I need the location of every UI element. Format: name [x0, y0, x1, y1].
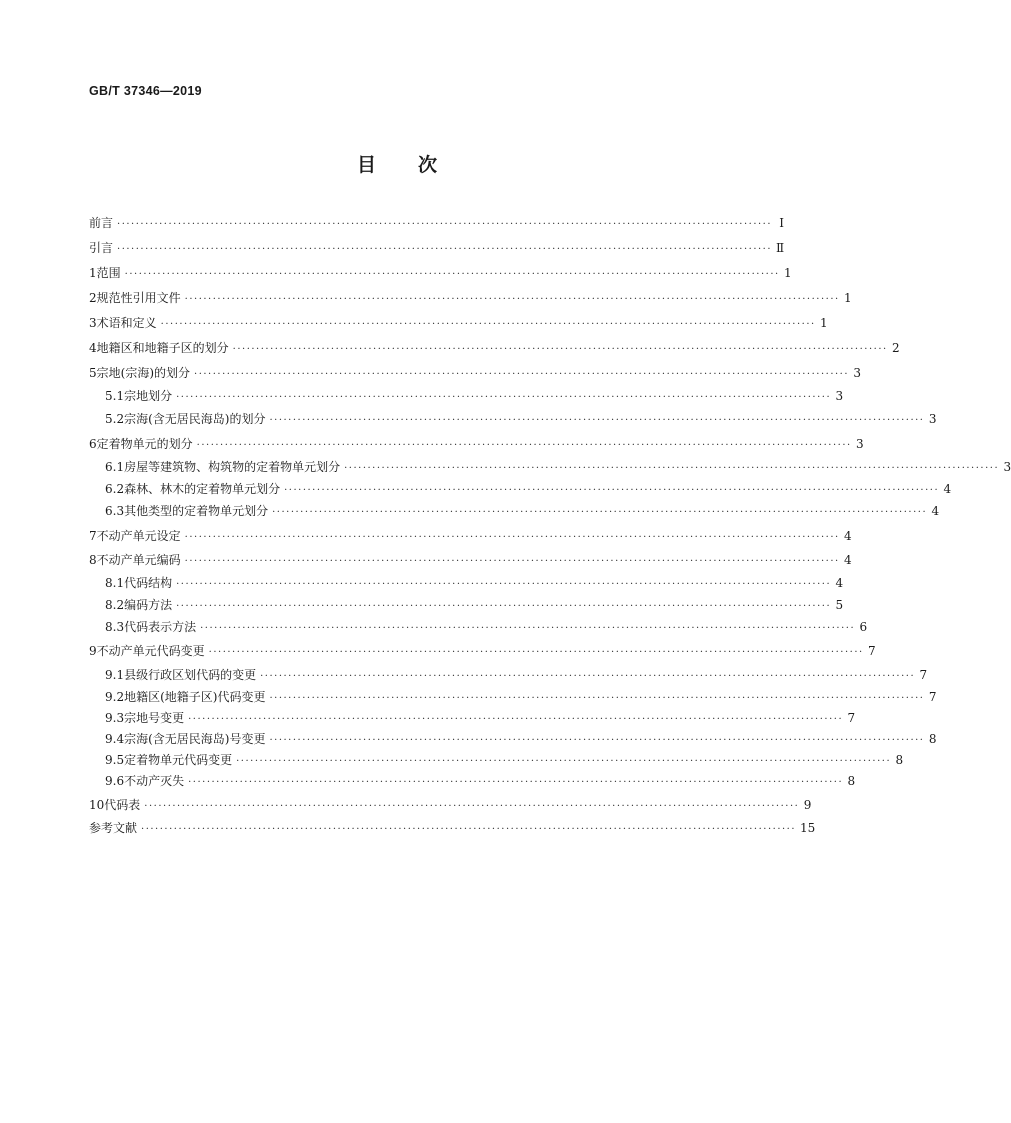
toc-entry-label: 引言 [89, 241, 114, 255]
toc-leader-dots: ············································································································································ [188, 714, 844, 725]
toc-entry-page: 3 [853, 366, 862, 380]
toc-entry-number: 6.2 [105, 482, 125, 496]
toc-entry-number: 9.4 [105, 732, 125, 746]
toc-entry-number: 6.1 [105, 460, 125, 474]
toc-entry-label: 规范性引用文件 [96, 291, 181, 305]
toc-entry[interactable] [89, 481, 952, 499]
toc-entry-page: 4 [943, 482, 952, 496]
toc-entry[interactable] [89, 240, 785, 258]
toc-leader-dots: ············································································································································ [344, 463, 1000, 474]
toc-entry-number: 7 [89, 529, 97, 543]
toc-entry-number: 9.2 [105, 690, 125, 704]
toc-entry-number: 10 [89, 798, 105, 812]
toc-entry-number: 8.2 [105, 598, 125, 612]
toc-entry-page: 8 [847, 774, 856, 788]
toc-entry[interactable] [89, 459, 1011, 477]
toc-entry-page: 8 [928, 732, 937, 746]
toc-leader-dots: ············································································································································ [269, 693, 925, 704]
toc-entry-label: 地籍区和地籍子区的划分 [96, 341, 229, 355]
toc-leader-dots: ············································································································································ [260, 671, 916, 682]
toc-leader-dots: ············································································································································ [236, 756, 892, 767]
toc-entry-number: 5 [89, 366, 97, 380]
toc-leader-dots: ············································································································································ [184, 556, 840, 567]
toc-entry-label: 编码方法 [124, 598, 173, 612]
toc-leader-dots: ············································································································································ [117, 219, 773, 230]
toc-entry-number: 9.1 [105, 668, 125, 682]
toc-entry-page: 1 [820, 316, 828, 330]
toc-leader-dots: ············································································································································ [188, 777, 844, 788]
toc-entry-page: 3 [1003, 460, 1011, 474]
toc-entry[interactable] [89, 315, 828, 333]
toc-leader-dots: ············································································································································ [200, 623, 856, 634]
toc-entry[interactable] [89, 797, 812, 815]
toc-entry-number: 2 [89, 291, 97, 305]
toc-entry-label: 森林、林木的定着物单元划分 [124, 482, 281, 496]
toc-entry[interactable] [89, 597, 844, 615]
toc-entry-label: 前言 [89, 216, 114, 230]
toc-entry[interactable] [89, 552, 852, 570]
toc-entry-label: 房屋等建筑物、构筑物的定着物单元划分 [124, 460, 341, 474]
toc-entry[interactable] [89, 820, 816, 838]
toc-entry-label: 宗地(宗海)的划分 [96, 366, 191, 380]
toc-leader-dots: ············································································································································ [269, 415, 925, 426]
toc-entry-page: 4 [844, 529, 852, 543]
toc-entry-number: 8 [89, 553, 97, 567]
toc-entry-page: 7 [928, 690, 937, 704]
toc-entry-page: 7 [919, 668, 928, 682]
toc-entry-number: 9.6 [105, 774, 125, 788]
toc-entry-page: 3 [856, 437, 864, 451]
toc-entry-label: 宗地号变更 [124, 711, 185, 725]
toc-entry-page: 4 [835, 576, 844, 590]
toc-entry-page: 5 [835, 598, 844, 612]
toc-entry-page: 7 [868, 644, 876, 658]
toc-entry-label: 代码结构 [124, 576, 173, 590]
toc-leader-dots: ············································································································································ [176, 392, 832, 403]
toc-entry[interactable] [89, 436, 864, 454]
toc-entry-label: 宗海(含无居民海岛)的划分 [124, 412, 266, 426]
toc-entry-label: 代码表 [104, 798, 141, 812]
toc-entry-page: 1 [784, 266, 792, 280]
toc-leader-dots: ············································································································································ [141, 824, 797, 835]
toc-leader-dots: ············································································································································ [176, 579, 832, 590]
toc-entry-label: 范围 [96, 266, 121, 280]
toc-entry-number: 6 [89, 437, 97, 451]
toc-entry[interactable] [89, 411, 937, 429]
toc-entry-number: 9.5 [105, 753, 125, 767]
toc-entry[interactable] [89, 290, 852, 308]
toc-leader-dots: ············································································································································ [272, 507, 928, 518]
title-left-char: 目 [356, 154, 376, 176]
toc-leader-dots: ············································································································································ [184, 294, 840, 305]
toc-entry-page: 8 [895, 753, 904, 767]
toc-entry-number: 5.2 [105, 412, 125, 426]
toc-entry[interactable] [89, 689, 937, 707]
toc-entry-page: 4 [931, 504, 940, 518]
toc-entry-number: 8.1 [105, 576, 125, 590]
toc-leader-dots: ············································································································································ [160, 319, 816, 330]
toc-entry[interactable] [89, 365, 862, 383]
toc-entry-number: 1 [89, 266, 97, 280]
toc-entry-label: 定着物单元的划分 [96, 437, 193, 451]
toc-entry-page: Ⅱ [776, 241, 785, 255]
standard-code: GB/T 37346—2019 [89, 84, 202, 98]
title-right-char: 次 [418, 154, 438, 176]
toc-entry-label: 其他类型的定着物单元划分 [124, 504, 269, 518]
toc-leader-dots: ············································································································································ [196, 440, 852, 451]
toc-entry-number: 6.3 [105, 504, 125, 518]
toc-entry-label: 宗海(含无居民海岛)号变更 [124, 732, 266, 746]
toc-entry[interactable] [89, 528, 852, 546]
toc-entry-page: 7 [847, 711, 856, 725]
toc-entry[interactable] [89, 388, 844, 406]
toc-leader-dots: ············································································································································ [269, 735, 925, 746]
toc-leader-dots: ············································································································································ [208, 647, 864, 658]
toc-entry[interactable] [89, 265, 792, 283]
toc-entry-number: 9 [89, 644, 97, 658]
toc-leader-dots: ············································································································································ [194, 369, 850, 380]
toc-entry-number: 3 [89, 316, 97, 330]
toc-entry[interactable] [89, 575, 844, 593]
toc-entry-page: Ⅰ [779, 216, 785, 230]
toc-entry[interactable] [89, 503, 940, 521]
toc-entry-label: 术语和定义 [96, 316, 157, 330]
toc-entry-number: 5.1 [105, 389, 125, 403]
toc-entry-page: 4 [844, 553, 852, 567]
toc-entry-number: 4 [89, 341, 97, 355]
toc-leader-dots: ············································································································································ [117, 244, 773, 255]
toc-leader-dots: ············································································································································ [184, 532, 840, 543]
toc-entry[interactable] [89, 773, 856, 791]
toc-entry-label: 代码表示方法 [124, 620, 197, 634]
toc-entry-label: 地籍区(地籍子区)代码变更 [124, 690, 266, 704]
toc-leader-dots: ············································································································································ [144, 801, 800, 812]
toc-entry[interactable] [89, 667, 928, 685]
toc-entry-number: 8.3 [105, 620, 125, 634]
toc-leader-dots: ············································································································································ [124, 269, 780, 280]
toc-entry-label: 不动产单元设定 [96, 529, 181, 543]
toc-entry-page: 1 [844, 291, 852, 305]
toc-entry-number: 9.3 [105, 711, 125, 725]
toc-entry[interactable] [89, 710, 856, 728]
toc-entry-page: 9 [803, 798, 812, 812]
toc-entry-label: 定着物单元代码变更 [124, 753, 233, 767]
toc-entry-page: 6 [859, 620, 868, 634]
toc-entry[interactable] [89, 215, 785, 233]
toc-entry-page: 3 [928, 412, 937, 426]
toc-entry-label: 参考文献 [89, 821, 138, 835]
toc-entry-label: 不动产灭失 [124, 774, 185, 788]
toc-entry[interactable] [89, 752, 904, 770]
toc-entry-label: 宗地划分 [124, 389, 173, 403]
toc-entry[interactable] [89, 731, 937, 749]
toc-entry-label: 县级行政区划代码的变更 [124, 668, 257, 682]
toc-leader-dots: ············································································································································ [232, 344, 888, 355]
toc-leader-dots: ············································································································································ [176, 601, 832, 612]
page-title [0, 150, 794, 177]
toc-entry-page: 15 [800, 821, 816, 835]
toc-entry[interactable] [89, 643, 876, 661]
toc-entry[interactable] [89, 619, 868, 637]
toc-entry-label: 不动产单元代码变更 [96, 644, 205, 658]
toc-leader-dots: ············································································································································ [284, 485, 940, 496]
toc-entry-page: 3 [835, 389, 844, 403]
toc-entry-page: 2 [892, 341, 900, 355]
toc-entry-label: 不动产单元编码 [96, 553, 181, 567]
toc-entry[interactable] [89, 340, 900, 358]
